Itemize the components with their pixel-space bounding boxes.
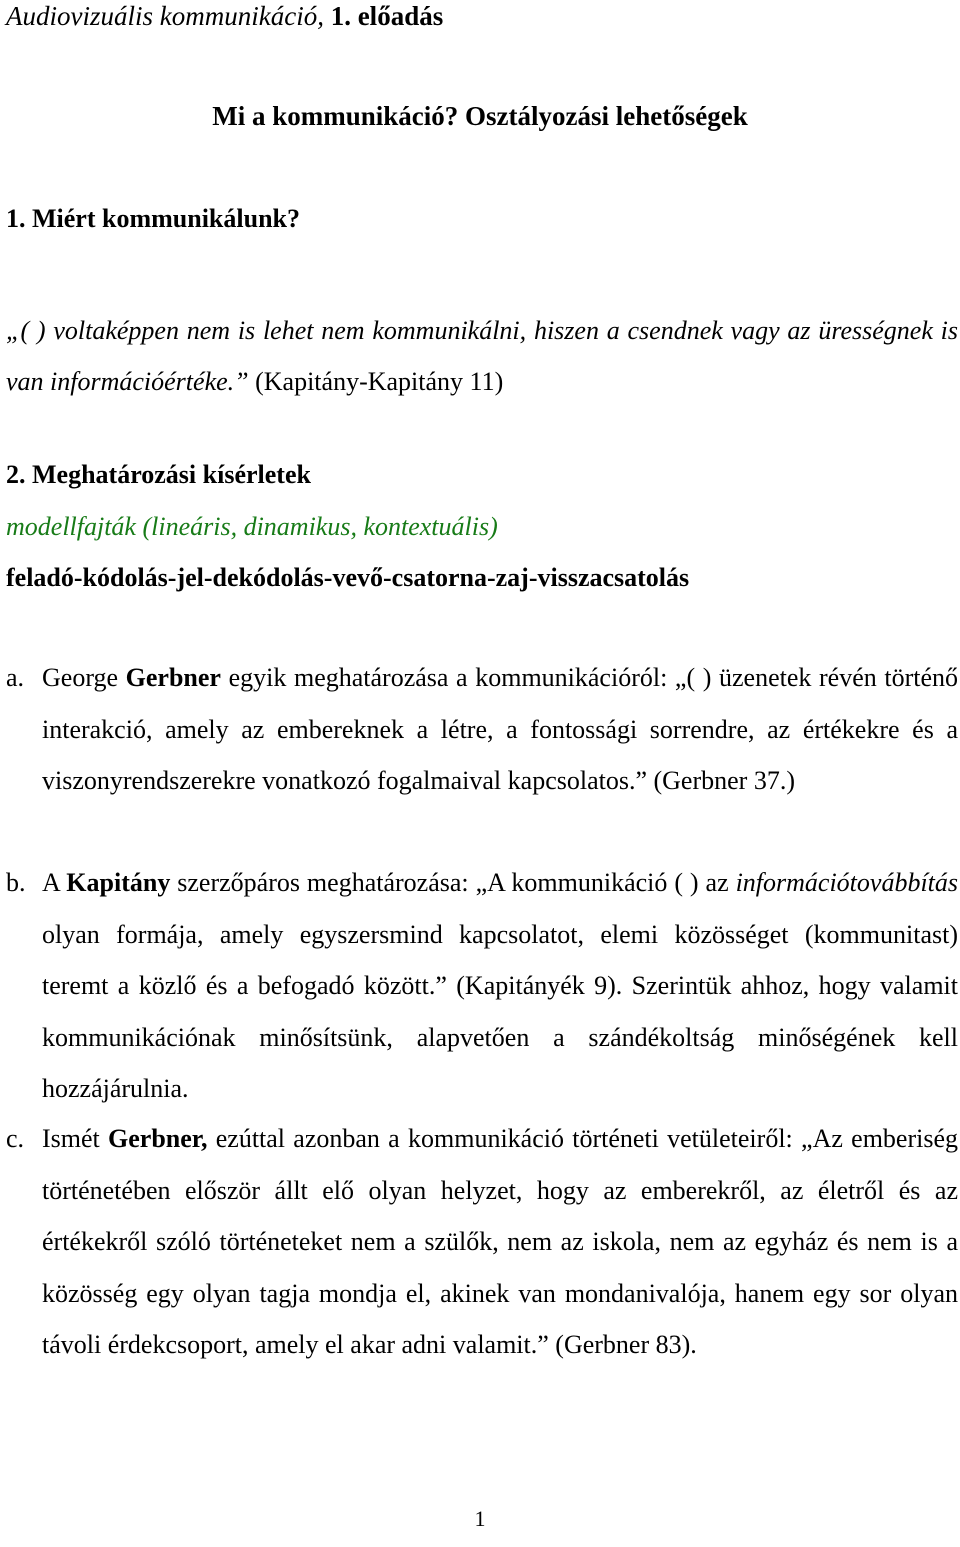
key-term: információtovábbítás <box>735 868 959 897</box>
item-text: A Kapitány szerzőpáros meghatározása: „A kommunikáció ( ) az információtovábbítás olyan formája, amely egyszersmind kapcsolatot, elemi közösséget (kommunitast) teremt a közlő és a befogadó között.” (Kapitányék 9). Szerintük ahhoz, hogy valamit kommunikációnak minősítsünk, alapvetően a szándékoltság minőségének kell hozzájárulnia. <box>42 868 959 1103</box>
document-title: Mi a kommunikáció? Osztályozási lehetőségek <box>212 101 748 131</box>
definition-item-c <box>6 1113 958 1371</box>
section-2-heading: 2. Meghatározási kísérletek <box>6 460 311 489</box>
page-header <box>6 0 443 32</box>
author-name: Kapitány <box>66 868 171 897</box>
definition-item-b <box>6 857 958 1115</box>
item-marker: b. <box>6 868 26 897</box>
quote-text: „( ) voltaképpen nem is lehet nem kommunikálni, hiszen a csendnek vagy az ürességnek is van információértéke.” <box>6 316 958 396</box>
lecture-number: 1. előadás <box>330 1 444 31</box>
author-name: Gerbner, <box>108 1124 208 1153</box>
definition-item-a <box>6 652 958 807</box>
section-1-quote <box>6 305 958 407</box>
model-types: modellfajták (lineáris, dinamikus, kontextuális) <box>6 512 498 541</box>
item-text: George Gerbner egyik meghatározása a kommunikációról: „( ) üzenetek révén történő interakció, amely az embereknek a létre, a fontossági sorrendre, az értékekre és a viszonyrendszerekre vonatkozó fogalmaival kapcsolatos.” (Gerbner 37.) <box>42 663 958 795</box>
page-number: 1 <box>474 1506 486 1531</box>
item-text: Ismét Gerbner, ezúttal azonban a kommunikáció történeti vetületeiről: „Az emberiség történetében először állt elő olyan helyzet, hogy az emberekről, az életről és az értékekről szóló történeteket nem a szülők, nem az iskola, nem az egyház és nem is a közösség egy olyan tagja mondja el, akinek van mondanivalója, hanem egy sor olyan távoli érdekcsoport, amely el akar adni valamit.” (Gerbner 83). <box>42 1124 959 1359</box>
section-1-heading: 1. Miért kommunikálunk? <box>6 204 300 233</box>
course-title: Audiovizuális kommunikáció, <box>6 1 324 31</box>
author-name: Gerbner <box>125 663 221 692</box>
quote-citation: (Kapitány-Kapitány 11) <box>255 367 504 396</box>
item-marker: a. <box>6 663 25 692</box>
communication-chain: feladó-kódolás-jel-dekódolás-vevő-csatorna-zaj-visszacsatolás <box>6 563 690 592</box>
item-marker: c. <box>6 1124 25 1153</box>
